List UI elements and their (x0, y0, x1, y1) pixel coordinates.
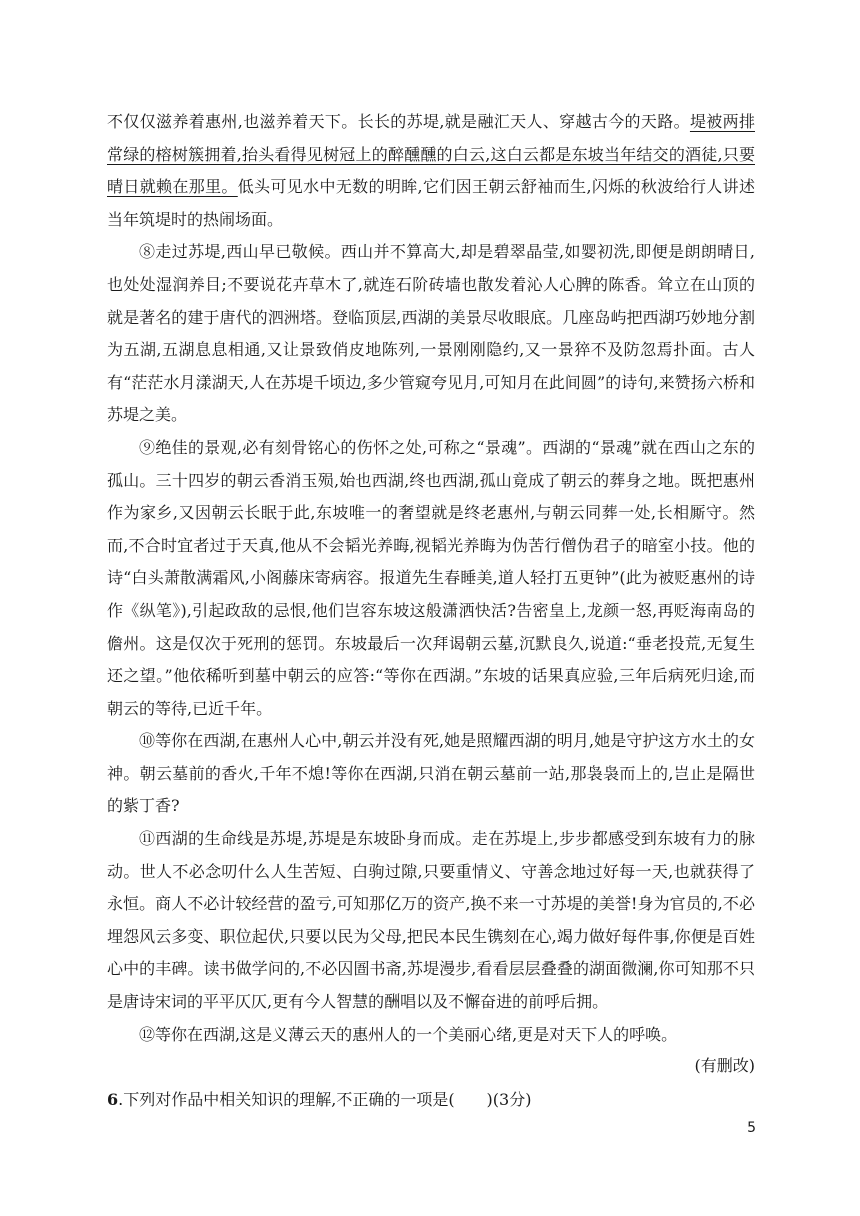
source-note: (有删改) (694, 1056, 755, 1076)
text-run: 低头可见水中无数的明眸,它们因王朝云舒袖而生,闪烁的秋波给行人讲述当年筑堤时的热闹场面。 (107, 177, 755, 229)
question-text: .下列对作品中相关知识的理解,不正确的一项是( )(3分) (118, 1090, 532, 1110)
paragraph-10: ⑩等你在西湖,在惠州人心中,朝云并没有死,她是照耀西湖的明月,她是守护这方水土的女神。朝云墓前的香火,千年不熄!等你在西湖,只消在朝云墓前一站,那袅袅而上的,岂止是隔世的紫丁香? (107, 731, 755, 816)
page-number: 5 (747, 1120, 756, 1136)
paragraph-12: ⑫等你在西湖,这是义薄云天的惠州人的一个美丽心绪,更是对天下人的呼唤。 (139, 1024, 678, 1044)
question-6 (107, 1085, 755, 1115)
text-run: 不仅仅滋养着惠州,也滋养着天下。长长的苏堤,就是融汇天人、穿越古今的天路。 (107, 112, 690, 131)
paragraph-11: ⑪西湖的生命线是苏堤,苏堤是东坡卧身而成。走在苏堤上,步步都感受到东坡有力的脉动。世人不必念叨什么人生苦短、白驹过隙,只要重情义、守善念地过好每一天,也就获得了永恒。商人不必计较经营的盈亏,可知那亿万的资产,换不来一寸苏堤的美誉!身为官员的,不必埋怨风云多变、职位起伏,只要以民为父母,把民本民生镌刻在心,竭力做好每件事,你便是百姓心中的丰碑。读书做学问的,不必囚圄书斋,苏堤漫步,看看层层叠叠的湖面微澜,你可知那不只是唐诗宋词的平平仄仄,更有今人智慧的酬唱以及不懈奋进的前呼后拥。 (107, 829, 755, 1012)
article-body (107, 106, 755, 1115)
paragraph-7-continued (107, 106, 755, 236)
underlined-sentence: 堤被两排常绿的榕树簇拥着,抬头看得见树冠上的醉醺醺的白云,这白云都是东坡当年结交的酒徒,只要晴日就赖在那里。 (107, 112, 755, 197)
question-number: 6 (107, 1090, 119, 1110)
paragraph-8: ⑧走过苏堤,西山早已敬候。西山并不算高大,却是碧翠晶莹,如婴初洗,即便是朗朗晴日,也处处湿润养目;不要说花卉草木了,就连石阶砖墙也散发着沁人心脾的陈香。耸立在山顶的就是著名的建于唐代的泗洲塔。登临顶层,西湖的美景尽收眼底。几座岛屿把西湖巧妙地分割为五湖,五湖息息相通,又让景致俏皮地陈列,一景刚刚隐约,又一景猝不及防忽焉扑面。古人有“茫茫水月漾湖天,人在苏堤千顷边,多少管窥夸见月,可知月在此间圆”的诗句,来赞扬六桥和苏堤之美。 (107, 242, 755, 425)
paragraph-9: ⑨绝佳的景观,必有刻骨铭心的伤怀之处,可称之“景魂”。西湖的“景魂”就在西山之东的孤山。三十四岁的朝云香消玉殒,始也西湖,终也西湖,孤山竟成了朝云的葬身之地。既把惠州作为家乡,又因朝云长眠于此,东坡唯一的奢望就是终老惠州,与朝云同葬一处,长相厮守。然而,不合时宜者过于天真,他从不会韬光养晦,视韬光养晦为伪苦行僧伪君子的暗室小技。他的诗“白头萧散满霜风,小阁藤床寄病容。报道先生春睡美,道人轻打五更钟”(此为被贬惠州的诗作《纵笔》),引起政敌的忌恨,他们岂容东坡这般潇洒快活?告密皇上,龙颜一怒,再贬海南岛的儋州。这是仅次于死刑的惩罚。东坡最后一次拜谒朝云墓,沉默良久,说道:“垂老投荒,无复生还之望。”他依稀听到墓中朝云的应答:“等你在西湖。”东坡的话果真应验,三年后病死归途,而朝云的等待,已近千年。 (107, 437, 755, 718)
